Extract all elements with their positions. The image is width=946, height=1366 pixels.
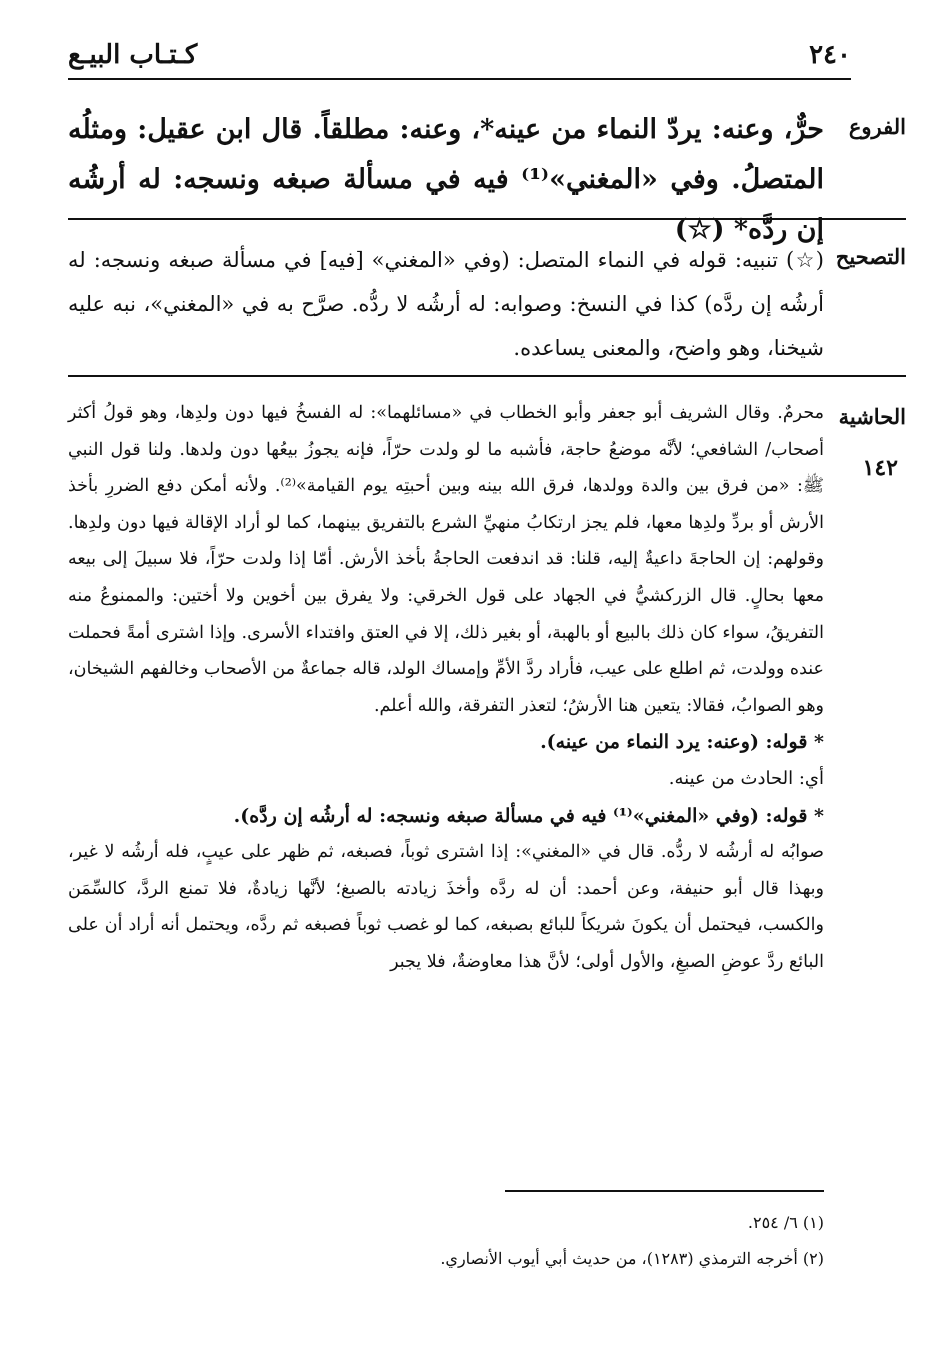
commentary-heading: * قوله: (وفي «المغني»⁽¹⁾ فيه في مسألة صبغه ونسجه: له أرشُه إن ردَّه).: [233, 804, 824, 827]
hashiya-paragraph: محرمٌ. وقال الشريف أبو جعفر وأبو الخطاب في «مسائلهما»: له الفسخُ فيها دون ولدِها، وهو قولُ أكثر أصحاب/ الشافعي؛ لأنَّه موضعُ حاجة، فأشبه ما لو ولدت حرّاً، فإنه يجوزُ بيعُها دون ولدها. ولنا قول النبي ﷺ: «من فرق بين والدة وولدها، فرق الله بينه وبين أحبتِه يوم القيامة»⁽²⁾. ولأنه أمكن دفع الضررِ بأخذ الأرش أو بردِّ ولدِها معها، فلم يجز ارتكابُ منهيِّ الشرع بالتفريق بينهما، كما لو أراد الإقالة فيها دون ولدِها. وقولهم: إن الحاجةَ داعيةٌ إليه، قلنا: قد اندفعت الحاجةُ بأخذ الأرش. أمّا إذا ولدت حرّاً، فلا سبيلَ إلى بيعه معها بحالٍ. قال الزركشيُّ في الجهاد على قول الخرقي: ولا يفرق بين أخوين ولا أختين: والممنوعُ منه التفريقُ، سواء كان ذلك بالبيع أو بالهبة، أو بغير ذلك، إلا في العتق وافتداء الأسرى. وإذا اشترى أمةً فحملت عنده وولدت، ثم اطلع على عيب، فأراد ردَّ الأمِّ وإمساك الولد، قاله جماعةٌ من الأصحاب وخالفهم الشيخان، وهو الصوابُ، فقالا: يتعين هنا الأرشُ؛ لتعذر التفرقة، والله أعلم.: [68, 403, 824, 716]
footnote-rule: [505, 1190, 824, 1192]
commentary-heading: * قوله: (وعنه: يرد النماء من عينه).: [540, 731, 824, 754]
footnotes: [68, 1205, 824, 1277]
footnote: (١) ٦/ ٢٥٤.: [747, 1213, 824, 1232]
furu-label: الفروع: [848, 114, 906, 139]
furu-text: حرٌّ، وعنه: يردّ النماء من عينه*، وعنه: مطلقاً. قال ابن عقيل: ومثلُه المتصلُ. وفي «المغني»⁽¹⁾ فيه في مسألة صبغه ونسجه: له أرشُه إن ردَّه* (☆): [68, 114, 824, 245]
tashih-text: (☆) تنبيه: قوله في النماء المتصل: (وفي «المغني» [فيه] في مسألة صبغه ونسجه: له أرشُه إن ردَّه) كذا في النسخ: وصوابه: له أرشُه لا ردُّه. صرَّح به في «المغني»، نبه عليه شيخنا، وهو واضح، والمعنى يساعده.: [68, 248, 824, 360]
hashiya-label: الحاشية: [838, 404, 906, 429]
hashiya-paragraph: صوابُه له أرشُه لا ردُّه. قال في «المغني»: إذا اشترى ثوباً، فصبغه، ثم ظهر على عيبٍ، فله أرشُه لا غير، وبهذا قال أبو حنيفة، وعن أحمد: أن له ردَّه وأخذَ زيادته بالصبغ؛ لأنَّها زيادةٌ، فلا تمنع الردَّ، كالسِّمَن والكسب، فيحتمل أن يكونَ شريكاً للبائع بصبغه، كما لو غصب ثوباً فصبغه ثم ردَّه، ويحتمل أنه أراد أن على البائع ردَّ عوضِ الصبغِ، والأول أولى؛ لأنَّ هذا معاوضةٌ، فلا يجبر: [68, 842, 824, 972]
section-divider: [68, 375, 906, 377]
footnote: (٢) أخرجه الترمذي (١٢٨٣)، من حديث أبي أيوب الأنصاري.: [440, 1249, 824, 1268]
page-number: ٢٤٠: [809, 40, 851, 70]
section-divider: [68, 218, 906, 220]
book-title: كـتـاب البيـع: [68, 40, 198, 70]
hashiya-text: [68, 395, 824, 981]
header-rule: [68, 78, 851, 80]
commentary-gloss: أي: الحادث من عينه.: [668, 767, 824, 789]
tashih-label: التصحيح: [835, 244, 906, 269]
hashiya-number: ١٤٢: [862, 455, 898, 481]
page-header: [68, 40, 851, 76]
